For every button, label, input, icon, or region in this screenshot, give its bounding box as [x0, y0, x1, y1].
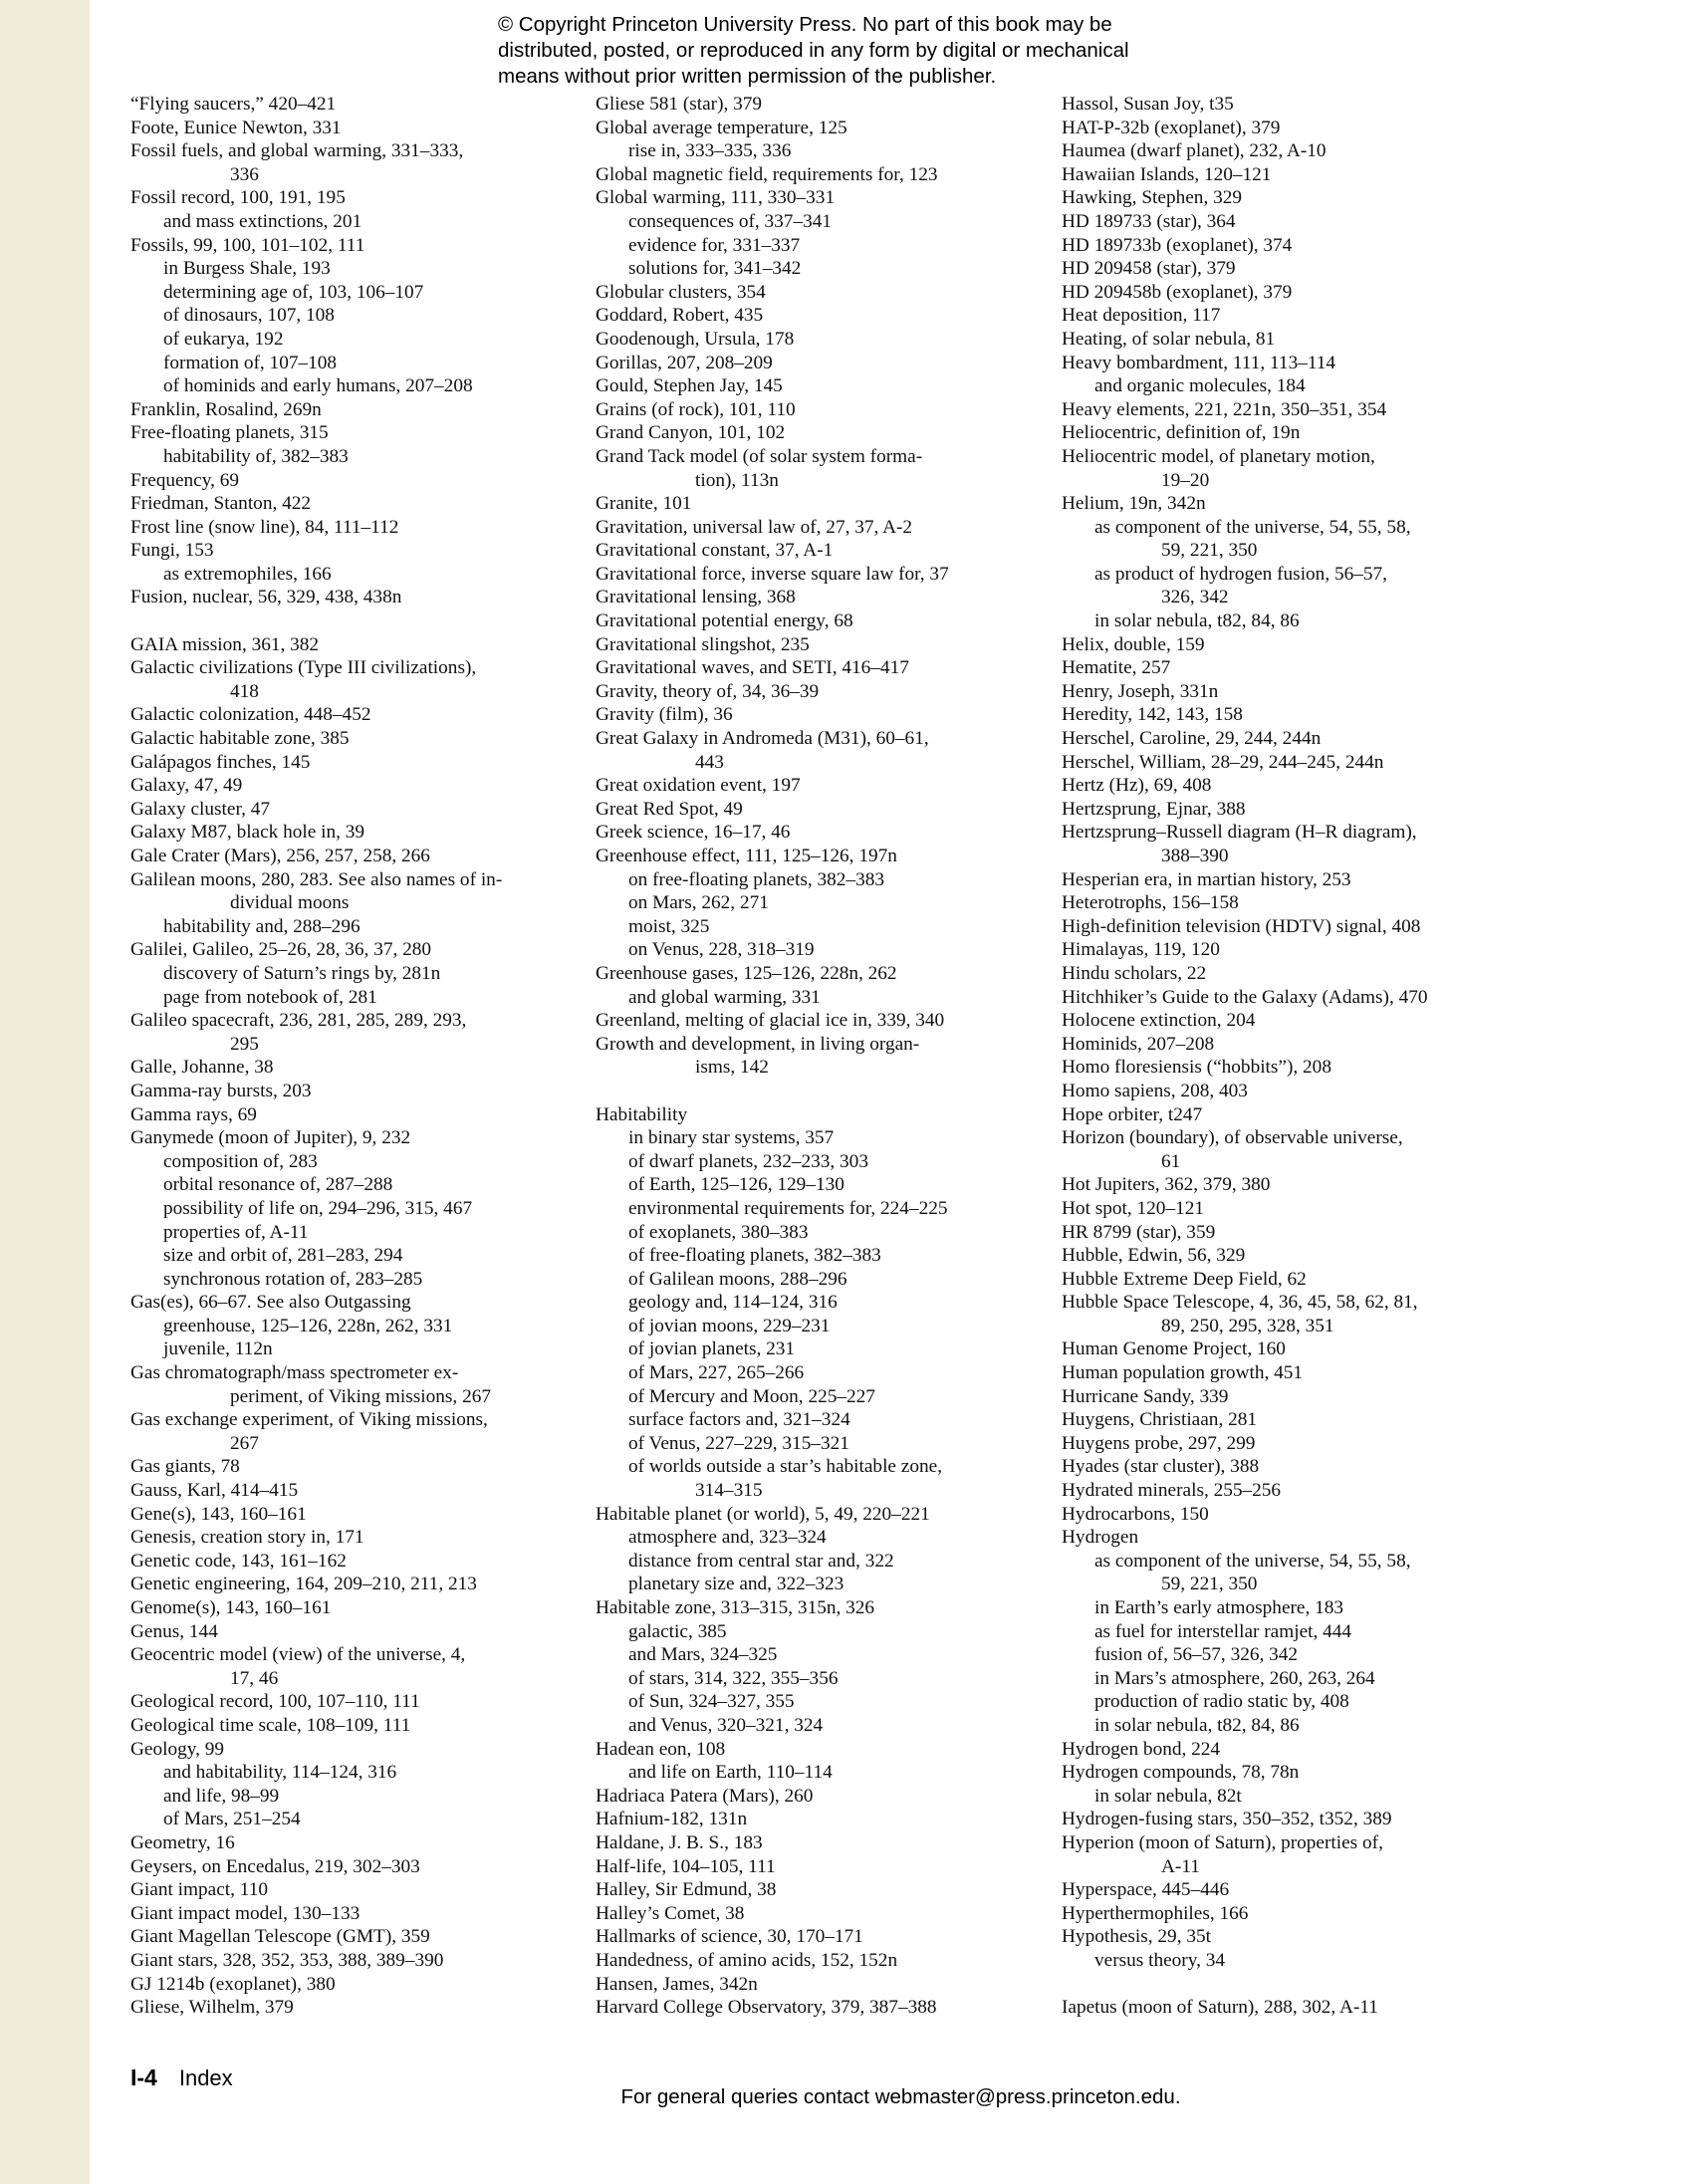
index-entry: Gravitational lensing, 368 [596, 587, 796, 608]
index-entry: Hawaiian Islands, 120–121 [1062, 163, 1272, 185]
index-entry: Galilei, Galileo, 25–26, 28, 36, 37, 280 [130, 939, 432, 961]
index-subentry: consequences of, 337–341 [628, 210, 833, 232]
index-entry: Heating, of solar nebula, 81 [1062, 328, 1276, 350]
index-subentry: as extremophiles, 166 [163, 563, 332, 585]
index-continuation: 314–315 [695, 1480, 763, 1502]
index-entry: Handedness, of amino acids, 152, 152n [596, 1949, 898, 1971]
index-entry: Heterotrophs, 156–158 [1062, 892, 1239, 914]
index-entry: Galactic colonization, 448–452 [130, 704, 371, 726]
index-continuation: 336 [230, 163, 259, 185]
index-column-2 [596, 93, 1034, 2020]
index-subentry: in Earth’s early atmosphere, 183 [1094, 1597, 1344, 1618]
index-subentry: and global warming, 331 [628, 986, 821, 1008]
index-entry: Gravitational slingshot, 235 [596, 633, 810, 655]
index-entry: Hadriaca Patera (Mars), 260 [596, 1785, 814, 1807]
index-entry: Heavy elements, 221, 221n, 350–351, 354 [1062, 398, 1387, 420]
index-continuation: 19–20 [1161, 469, 1210, 491]
index-entry: Giant Magellan Telescope (GMT), 359 [130, 1926, 430, 1948]
index-entry: Hertz (Hz), 69, 408 [1062, 775, 1212, 797]
index-entry: Gale Crater (Mars), 256, 257, 258, 266 [130, 846, 430, 866]
index-entry: Gravitational potential energy, 68 [596, 610, 853, 632]
index-subentry: atmosphere and, 323–324 [628, 1527, 827, 1549]
index-entry: Galilean moons, 280, 283. See also names of in- [130, 868, 503, 890]
index-entry: Hawking, Stephen, 329 [1062, 187, 1243, 209]
index-entry: Halley’s Comet, 38 [596, 1902, 745, 1924]
index-subentry: of Mercury and Moon, 225–227 [628, 1385, 875, 1407]
index-subentry: composition of, 283 [163, 1150, 318, 1172]
index-entry: HAT-P-32b (exoplanet), 379 [1062, 117, 1281, 138]
index-continuation: 443 [695, 751, 724, 773]
index-entry: Fossil record, 100, 191, 195 [130, 187, 346, 209]
index-column-1 [130, 93, 569, 2020]
index-entry: Hansen, James, 342n [596, 1973, 758, 1995]
index-entry: Galaxy cluster, 47 [130, 798, 271, 820]
index-entry: Giant stars, 328, 352, 353, 388, 389–390 [130, 1949, 444, 1971]
index-subentry: properties of, A-11 [163, 1221, 309, 1243]
index-subentry: habitability and, 288–296 [163, 915, 361, 937]
index-entry: Gas(es), 66–67. See also Outgassing [130, 1292, 411, 1314]
index-entry: Hadean eon, 108 [596, 1738, 726, 1760]
index-entry: Genesis, creation story in, 171 [130, 1527, 364, 1549]
index-entry: Human Genome Project, 160 [1062, 1338, 1286, 1360]
index-entry: Friedman, Stanton, 422 [130, 493, 312, 515]
index-subentry: in Mars’s atmosphere, 260, 263, 264 [1094, 1667, 1375, 1689]
index-entry: Hypothesis, 29, 35t [1062, 1926, 1211, 1948]
index-entry: Gas exchange experiment, of Viking missions, [130, 1409, 488, 1431]
index-entry: Hindu scholars, 22 [1062, 962, 1207, 984]
index-entry: Iapetus (moon of Saturn), 288, 302, A-11 [1062, 1997, 1378, 2019]
index-entry: HR 8799 (star), 359 [1062, 1221, 1216, 1243]
index-entry: Genetic engineering, 164, 209–210, 211, 213 [130, 1574, 477, 1595]
index-continuation: periment, of Viking missions, 267 [230, 1385, 491, 1407]
index-continuation: 61 [1161, 1150, 1181, 1172]
index-entry: Helium, 19n, 342n [1062, 493, 1206, 515]
index-subentry: as component of the universe, 54, 55, 58, [1094, 516, 1411, 538]
index-entry: Franklin, Rosalind, 269n [130, 398, 322, 420]
index-entry: Hurricane Sandy, 339 [1062, 1385, 1229, 1407]
index-entry: Hassol, Susan Joy, t35 [1062, 94, 1234, 115]
index-entry: Genome(s), 143, 160–161 [130, 1597, 332, 1618]
index-entry: Hyperthermophiles, 166 [1062, 1902, 1249, 1924]
index-entry: Giant impact model, 130–133 [130, 1902, 361, 1924]
index-subentry: formation of, 107–108 [163, 352, 338, 373]
index-entry: Global magnetic field, requirements for, 123 [596, 163, 938, 185]
index-entry: Hydrogen bond, 224 [1062, 1738, 1221, 1760]
index-subentry: possibility of life on, 294–296, 315, 467 [163, 1197, 473, 1219]
index-entry: Geocentric model (view) of the universe, 4, [130, 1644, 466, 1666]
index-subentry: of hominids and early humans, 207–208 [163, 375, 473, 397]
index-entry: Galápagos finches, 145 [130, 751, 311, 773]
index-entry: Great Galaxy in Andromeda (M31), 60–61, [596, 728, 929, 750]
index-subentry: determining age of, 103, 106–107 [163, 281, 424, 303]
index-subentry: synchronous rotation of, 283–285 [163, 1268, 423, 1290]
index-entry: Greenhouse gases, 125–126, 228n, 262 [596, 962, 897, 984]
index-entry: Huygens probe, 297, 299 [1062, 1432, 1256, 1454]
section-name: Index [178, 2065, 233, 2090]
index-entry: “Flying saucers,” 420–421 [130, 94, 337, 115]
index-subentry: and life, 98–99 [163, 1785, 280, 1807]
index-entry: Horizon (boundary), of observable universe, [1062, 1127, 1403, 1149]
index-continuation: 89, 250, 295, 328, 351 [1161, 1315, 1334, 1336]
index-subentry: planetary size and, 322–323 [628, 1574, 845, 1595]
index-entry: Greek science, 16–17, 46 [596, 822, 791, 844]
index-entry: Galaxy, 47, 49 [130, 775, 243, 797]
index-entry: Hematite, 257 [1062, 657, 1171, 679]
index-subentry: and Mars, 324–325 [628, 1644, 778, 1666]
index-entry: Gamma rays, 69 [130, 1103, 257, 1125]
index-subentry: distance from central star and, 322 [628, 1550, 894, 1572]
index-entry: Growth and development, in living organ- [596, 1033, 920, 1055]
index-subentry: of Venus, 227–229, 315–321 [628, 1432, 849, 1454]
index-entry: Gas chromatograph/mass spectrometer ex- [130, 1362, 459, 1384]
index-subentry: juvenile, 112n [163, 1338, 273, 1360]
index-continuation: 17, 46 [230, 1667, 279, 1689]
index-entry: Heredity, 142, 143, 158 [1062, 704, 1243, 726]
index-entry: Hertzsprung–Russell diagram (H–R diagram), [1062, 822, 1417, 844]
index-entry: Herschel, William, 28–29, 244–245, 244n [1062, 751, 1384, 773]
index-entry: Habitability [596, 1103, 688, 1125]
index-entry: Gravitation, universal law of, 27, 37, A-2 [596, 516, 913, 538]
footer-note [0, 2085, 1692, 2109]
index-entry: Gravity (film), 36 [596, 704, 733, 726]
index-entry: Grand Canyon, 101, 102 [596, 422, 786, 444]
index-subentry: of jovian planets, 231 [628, 1338, 796, 1360]
index-entry: Gliese, Wilhelm, 379 [130, 1997, 294, 2019]
index-entry: Herschel, Caroline, 29, 244, 244n [1062, 728, 1322, 750]
index-entry: Geysers, on Encedalus, 219, 302–303 [130, 1855, 420, 1877]
index-entry: Greenland, melting of glacial ice in, 339, 340 [596, 1010, 945, 1032]
index-entry: Helix, double, 159 [1062, 633, 1205, 655]
index-entry: Galileo spacecraft, 236, 281, 285, 289, 293, [130, 1010, 467, 1032]
index-entry: Hydrogen compounds, 78, 78n [1062, 1762, 1300, 1784]
index-subentry: and mass extinctions, 201 [163, 210, 363, 232]
page-number: I-4 [130, 2064, 157, 2090]
index-continuation: 59, 221, 350 [1161, 540, 1258, 562]
index-subentry: of eukarya, 192 [163, 328, 284, 350]
index-subentry: of Galilean moons, 288–296 [628, 1268, 847, 1290]
index-entry: Hyperion (moon of Saturn), properties of, [1062, 1831, 1383, 1853]
index-entry: Hydrocarbons, 150 [1062, 1503, 1209, 1525]
index-subentry: of exoplanets, 380–383 [628, 1221, 809, 1243]
index-entry: Harvard College Observatory, 379, 387–388 [596, 1997, 937, 2019]
index-subentry: of jovian moons, 229–231 [628, 1315, 831, 1336]
index-entry: Homo sapiens, 208, 403 [1062, 1080, 1248, 1101]
index-continuation: dividual moons [230, 892, 350, 914]
index-entry: Gene(s), 143, 160–161 [130, 1503, 307, 1525]
index-subentry: in solar nebula, t82, 84, 86 [1094, 1714, 1300, 1736]
letter-gap [596, 1080, 1034, 1103]
index-continuation: 388–390 [1161, 846, 1229, 866]
index-entry: Hydrogen [1062, 1527, 1139, 1549]
index-entry: Fossils, 99, 100, 101–102, 111 [130, 234, 365, 256]
index-entry: Hubble Extreme Deep Field, 62 [1062, 1268, 1307, 1290]
index-entry: Granite, 101 [596, 493, 692, 515]
index-subentry: of Earth, 125–126, 129–130 [628, 1174, 845, 1196]
index-continuation: 326, 342 [1161, 587, 1229, 608]
index-subentry: of worlds outside a star’s habitable zone, [628, 1456, 943, 1478]
index-subentry: of Mars, 227, 265–266 [628, 1362, 805, 1384]
index-entry: Geological time scale, 108–109, 111 [130, 1714, 411, 1736]
index-entry: Hope orbiter, t247 [1062, 1103, 1203, 1125]
index-subentry: in solar nebula, t82, 84, 86 [1094, 610, 1300, 632]
index-entry: HD 189733b (exoplanet), 374 [1062, 234, 1293, 256]
index-entry: Habitable planet (or world), 5, 49, 220–221 [596, 1503, 930, 1525]
index-entry: Goodenough, Ursula, 178 [596, 328, 795, 350]
index-entry: Hydrated minerals, 255–256 [1062, 1480, 1282, 1502]
copyright-line: distributed, posted, or reproduced in any form by digital or mechanical [498, 39, 1129, 62]
index-entry: Global average temperature, 125 [596, 117, 847, 138]
index-subentry: surface factors and, 321–324 [628, 1409, 850, 1431]
index-entry: Great Red Spot, 49 [596, 798, 743, 820]
index-entry: Galactic habitable zone, 385 [130, 728, 350, 750]
index-entry: Hyperspace, 445–446 [1062, 1879, 1230, 1901]
index-continuation: 418 [230, 680, 259, 702]
index-entry: Hyades (star cluster), 388 [1062, 1456, 1260, 1478]
index-entry: Gould, Stephen Jay, 145 [596, 375, 783, 397]
index-entry: Gauss, Karl, 414–415 [130, 1480, 299, 1502]
index-entry: Gravity, theory of, 34, 36–39 [596, 680, 820, 702]
page-margin-strip [0, 0, 90, 2184]
index-subentry: evidence for, 331–337 [628, 234, 801, 256]
footer-text: For general queries contact webmaster@press.princeton.edu. [620, 2085, 1181, 2108]
index-entry: Geological record, 100, 107–110, 111 [130, 1691, 420, 1713]
index-entry: Galaxy M87, black hole in, 39 [130, 822, 365, 844]
index-entry: Galactic civilizations (Type III civilizations), [130, 657, 477, 679]
index-continuation: isms, 142 [695, 1057, 769, 1079]
index-entry: Frequency, 69 [130, 469, 240, 491]
index-continuation: tion), 113n [695, 469, 779, 491]
index-subentry: geology and, 114–124, 316 [628, 1292, 838, 1314]
index-subentry: environmental requirements for, 224–225 [628, 1197, 948, 1219]
index-entry: Hubble Space Telescope, 4, 36, 45, 58, 62, 81, [1062, 1292, 1418, 1314]
index-entry: Hitchhiker’s Guide to the Galaxy (Adams), 470 [1062, 986, 1428, 1008]
index-column-3 [1062, 93, 1500, 2020]
index-entry: Goddard, Robert, 435 [596, 305, 764, 327]
index-entry: Huygens, Christiaan, 281 [1062, 1409, 1258, 1431]
index-entry: Habitable zone, 313–315, 315n, 326 [596, 1597, 875, 1618]
index-entry: Grains (of rock), 101, 110 [596, 398, 796, 420]
index-entry: Heliocentric, definition of, 19n [1062, 422, 1301, 444]
index-subentry: as product of hydrogen fusion, 56–57, [1094, 563, 1387, 585]
index-entry: Genetic code, 143, 161–162 [130, 1550, 347, 1572]
index-subentry: in binary star systems, 357 [628, 1127, 835, 1149]
index-subentry: discovery of Saturn’s rings by, 281n [163, 962, 441, 984]
index-subentry: production of radio static by, 408 [1094, 1691, 1349, 1713]
index-subentry: in solar nebula, 82t [1094, 1785, 1242, 1807]
index-continuation: 295 [230, 1033, 259, 1055]
index-subentry: orbital resonance of, 287–288 [163, 1174, 393, 1196]
index-subentry: on Venus, 228, 318–319 [628, 939, 815, 961]
index-entry: Ganymede (moon of Jupiter), 9, 232 [130, 1127, 411, 1149]
index-entry: Gliese 581 (star), 379 [596, 94, 763, 115]
letter-gap [1062, 1973, 1500, 1997]
index-entry: Greenhouse effect, 111, 125–126, 197n [596, 846, 897, 866]
index-entry: Haumea (dwarf planet), 232, A-10 [1062, 140, 1327, 162]
index-subentry: and life on Earth, 110–114 [628, 1762, 833, 1784]
index-subentry: and Venus, 320–321, 324 [628, 1714, 824, 1736]
index-entry: HD 189733 (star), 364 [1062, 210, 1236, 232]
index-entry: Hubble, Edwin, 56, 329 [1062, 1245, 1246, 1267]
index-subentry: galactic, 385 [628, 1620, 727, 1642]
index-subentry: moist, 325 [628, 915, 710, 937]
index-subentry: solutions for, 341–342 [628, 258, 802, 280]
index-entry: Hallmarks of science, 30, 170–171 [596, 1926, 863, 1948]
index-entry: High-definition television (HDTV) signal, 408 [1062, 915, 1421, 937]
index-entry: Globular clusters, 354 [596, 281, 766, 303]
index-subentry: of Sun, 324–327, 355 [628, 1691, 795, 1713]
index-subentry: fusion of, 56–57, 326, 342 [1094, 1644, 1299, 1666]
index-entry: Free-floating planets, 315 [130, 422, 329, 444]
index-subentry: of dwarf planets, 232–233, 303 [628, 1150, 868, 1172]
index-subentry: versus theory, 34 [1094, 1949, 1226, 1971]
index-continuation: 59, 221, 350 [1161, 1574, 1258, 1595]
index-entry: Foote, Eunice Newton, 331 [130, 117, 342, 138]
index-subentry: as fuel for interstellar ramjet, 444 [1094, 1620, 1352, 1642]
index-entry: Haldane, J. B. S., 183 [596, 1831, 763, 1853]
index-entry: Fungi, 153 [130, 540, 214, 562]
index-entry: Fossil fuels, and global warming, 331–333, [130, 140, 464, 162]
index-entry: Himalayas, 119, 120 [1062, 939, 1220, 961]
index-entry: HD 209458b (exoplanet), 379 [1062, 281, 1293, 303]
letter-gap [130, 609, 569, 633]
index-entry: Great oxidation event, 197 [596, 775, 801, 797]
index-entry: Genus, 144 [130, 1620, 218, 1642]
index-entry: Hominids, 207–208 [1062, 1033, 1215, 1055]
index-entry: Gorillas, 207, 208–209 [596, 352, 773, 373]
index-subentry: and organic molecules, 184 [1094, 375, 1306, 397]
index-entry: Gravitational constant, 37, A-1 [596, 540, 834, 562]
index-subentry: size and orbit of, 281–283, 294 [163, 1245, 403, 1267]
index-entry: Hot Jupiters, 362, 379, 380 [1062, 1174, 1271, 1196]
index-entry: Geometry, 16 [130, 1831, 235, 1853]
index-entry: Heliocentric model, of planetary motion, [1062, 445, 1375, 467]
copyright-notice [498, 12, 1215, 90]
index-subentry: and habitability, 114–124, 316 [163, 1762, 397, 1784]
index-entry: Hesperian era, in martian history, 253 [1062, 868, 1351, 890]
index-subentry: of dinosaurs, 107, 108 [163, 305, 335, 327]
index-subentry: rise in, 333–335, 336 [628, 140, 792, 162]
index-entry: Henry, Joseph, 331n [1062, 680, 1219, 702]
index-entry: Heat deposition, 117 [1062, 305, 1221, 327]
copyright-line: © Copyright Princeton University Press. No part of this book may be [498, 13, 1112, 36]
index-entry: Global warming, 111, 330–331 [596, 187, 836, 209]
index-subentry: page from notebook of, 281 [163, 986, 377, 1008]
index-subentry: on Mars, 262, 271 [628, 892, 769, 914]
index-entry: Gravitational waves, and SETI, 416–417 [596, 657, 909, 679]
index-entry: Heavy bombardment, 111, 113–114 [1062, 352, 1336, 373]
index-entry: Human population growth, 451 [1062, 1362, 1304, 1384]
index-entry: GJ 1214b (exoplanet), 380 [130, 1973, 336, 1995]
index-entry: Gas giants, 78 [130, 1456, 240, 1478]
index-entry: Half-life, 104–105, 111 [596, 1855, 776, 1877]
index-subentry: as component of the universe, 54, 55, 58, [1094, 1550, 1411, 1572]
index-continuation: 267 [230, 1432, 259, 1454]
copyright-line: means without prior written permission of the publisher. [498, 65, 997, 88]
index-entry: Fusion, nuclear, 56, 329, 438, 438n [130, 587, 402, 608]
index-entry: Halley, Sir Edmund, 38 [596, 1879, 777, 1901]
index-entry: Galle, Johanne, 38 [130, 1057, 274, 1079]
index-entry: Holocene extinction, 204 [1062, 1010, 1256, 1032]
index-subentry: of stars, 314, 322, 355–356 [628, 1667, 839, 1689]
index-entry: Giant impact, 110 [130, 1879, 268, 1901]
index-entry: Gravitational force, inverse square law for, 37 [596, 563, 949, 585]
index-entry: Hydrogen-fusing stars, 350–352, t352, 389 [1062, 1809, 1392, 1830]
index-continuation: A-11 [1161, 1855, 1200, 1877]
index-entry: HD 209458 (star), 379 [1062, 258, 1236, 280]
index-entry: Homo floresiensis (“hobbits”), 208 [1062, 1057, 1331, 1079]
index-entry: Geology, 99 [130, 1738, 225, 1760]
index-subentry: habitability of, 382–383 [163, 445, 349, 467]
index-subentry: in Burgess Shale, 193 [163, 258, 331, 280]
index-subentry: greenhouse, 125–126, 228n, 262, 331 [163, 1315, 453, 1336]
index-entry: Hot spot, 120–121 [1062, 1197, 1205, 1219]
index-entry: GAIA mission, 361, 382 [130, 633, 320, 655]
index-subentry: of Mars, 251–254 [163, 1809, 301, 1830]
index-entry: Gamma-ray bursts, 203 [130, 1080, 312, 1101]
index-entry: Frost line (snow line), 84, 111–112 [130, 516, 399, 538]
index-entry: Hertzsprung, Ejnar, 388 [1062, 798, 1246, 820]
index-subentry: of free-floating planets, 382–383 [628, 1245, 881, 1267]
index-entry: Hafnium-182, 131n [596, 1809, 748, 1830]
index-entry: Grand Tack model (of solar system forma- [596, 445, 923, 467]
index-subentry: on free-floating planets, 382–383 [628, 868, 885, 890]
